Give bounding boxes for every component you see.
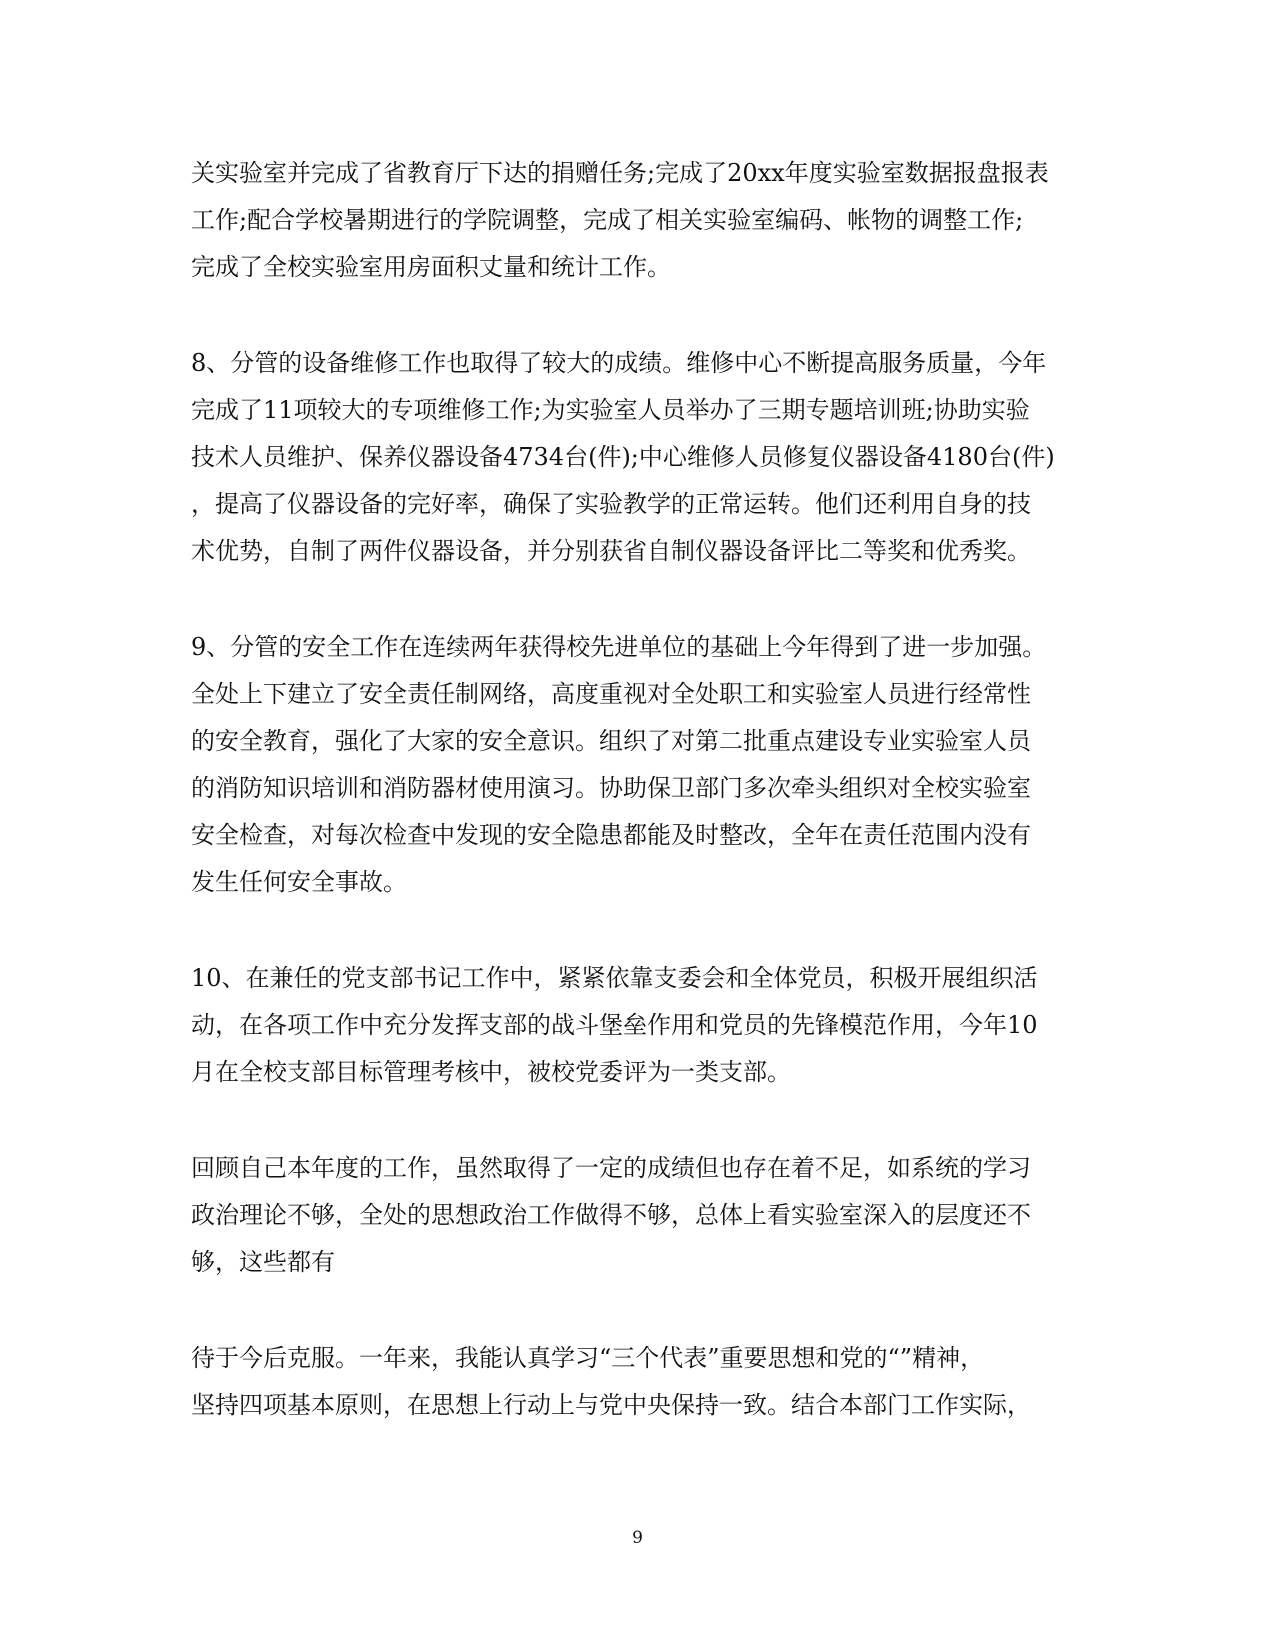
text-line: 发生任何安全事故。 [191,868,407,896]
text-line: 安全检查，对每次检查中发现的安全隐患都能及时整改，全年在责任范围内没有 [191,821,1031,849]
text-line: 的消防知识培训和消防器材使用演习。协助保卫部门多次牵头组织对全校实验室 [191,774,1031,802]
text-line: 回顾自己本年度的工作，虽然取得了一定的成绩但也存在着不足，如系统的学习 [191,1154,1031,1182]
text-line: 10、在兼任的党支部书记工作中，紧紧依靠支委会和全体党员，积极开展组织活 [191,964,1038,992]
text-line: 月在全校支部目标管理考核中，被校党委评为一类支部。 [191,1058,791,1086]
text-line: 动，在各项工作中充分发挥支部的战斗堡垒作用和党员的先锋模范作用，今年10 [191,1011,1038,1039]
text-line: 坚持四项基本原则，在思想上行动上与党中央保持一致。结合本部门工作实际， [191,1391,1031,1419]
text-line: 技术人员维护、保养仪器设备4734台(件);中心维修人员修复仪器设备4180台(件) [191,443,1055,471]
text-line: 够，这些都有 [191,1248,335,1276]
text-line: 工作;配合学校暑期进行的学院调整，完成了相关实验室编码、帐物的调整工作; [191,206,1024,234]
text-line: 政治理论不够，全处的思想政治工作做得不够，总体上看实验室深入的层度还不 [191,1201,1031,1229]
text-line: ，提高了仪器设备的完好率，确保了实验教学的正常运转。他们还利用自身的技 [191,490,1031,518]
text-line: 全处上下建立了安全责任制网络，高度重视对全处职工和实验室人员进行经常性 [191,680,1031,708]
text-line: 完成了11项较大的专项维修工作;为实验室人员举办了三期专题培训班;协助实验 [191,396,1030,424]
text-line: 完成了全校实验室用房面积丈量和统计工作。 [191,253,671,281]
text-line: 待于今后克服。一年来，我能认真学习“三个代表”重要思想和党的“”精神， [191,1344,985,1372]
text-line: 关实验室并完成了省教育厅下达的捐赠任务;完成了20xx年度实验室数据报盘报表 [191,159,1049,187]
text-line: 9、分管的安全工作在连续两年获得校先进单位的基础上今年得到了进一步加强。 [191,633,1047,661]
page-number: 9 [632,1528,643,1548]
text-line: 8、分管的设备维修工作也取得了较大的成绩。维修中心不断提高服务质量，今年 [191,349,1047,377]
text-line: 术优势，自制了两件仪器设备，并分别获省自制仪器设备评比二等奖和优秀奖。 [191,537,1031,565]
text-line: 的安全教育，强化了大家的安全意识。组织了对第二批重点建设专业实验室人员 [191,727,1031,755]
